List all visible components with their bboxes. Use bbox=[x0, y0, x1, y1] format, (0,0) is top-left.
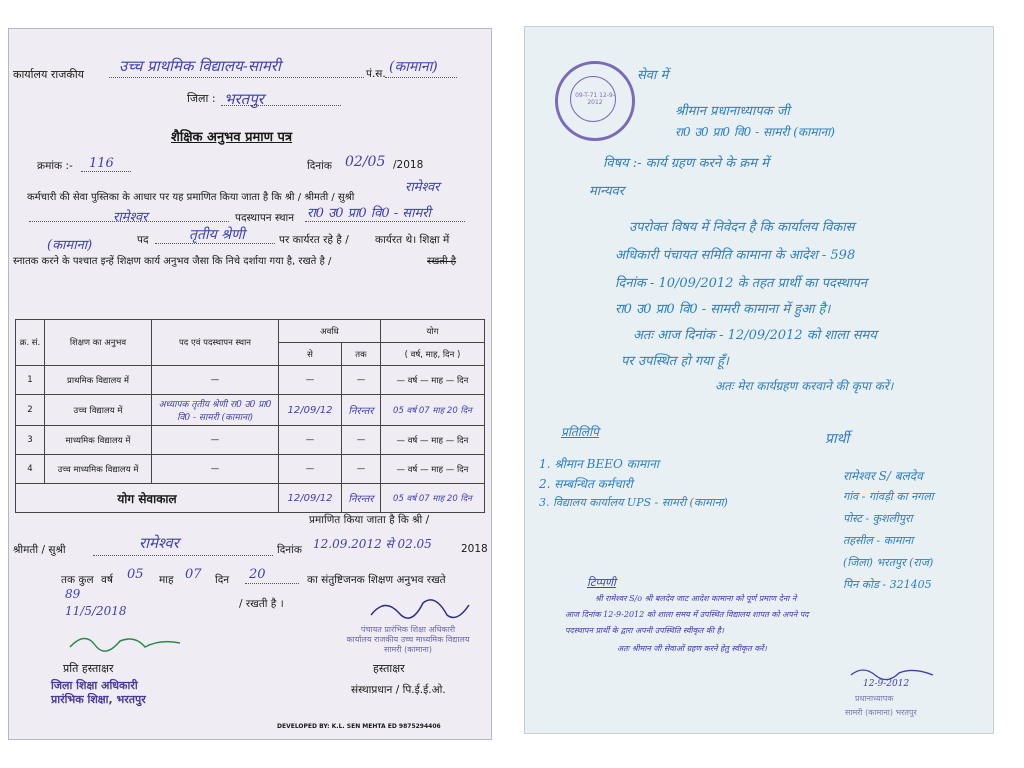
working-text: पर कार्यरत रहे है / bbox=[279, 234, 349, 246]
date-year: /2018 bbox=[393, 159, 424, 171]
certify-text: प्रमाणित किया जाता है कि श्री / bbox=[309, 514, 430, 526]
th-exp: शिक्षण का अनुभव bbox=[45, 320, 152, 366]
date2-label: दिनांक bbox=[277, 544, 302, 556]
school-name: उच्च प्राथमिक विद्यालय-सामरी bbox=[119, 57, 281, 75]
date2-year: 2018 bbox=[461, 543, 488, 555]
address-line: तहसील - कामाना bbox=[843, 534, 914, 547]
remark-line: अतः श्रीमान जी सेवाओं ग्रहण करने हेतु स्वीकृत करें। bbox=[617, 644, 767, 653]
th-total-sub: ( वर्ष, माह, दिन ) bbox=[380, 343, 484, 366]
table-row-total bbox=[16, 484, 485, 513]
yog-total: 05 वर्ष 07 माह 20 दिन bbox=[380, 484, 484, 513]
row-from: — bbox=[279, 426, 342, 455]
row-sn: 1 bbox=[16, 366, 45, 395]
row-total: — वर्ष — माह — दिन bbox=[380, 455, 484, 484]
body-line: रा0 उ0 प्रा0 वि0 - सामरी कामाना में हुआ है। bbox=[615, 302, 831, 317]
left-signature-1 bbox=[65, 629, 185, 655]
date2-value: 12.09.2012 से 02.05 bbox=[313, 537, 432, 551]
ps-value: (कामाना) bbox=[389, 59, 438, 75]
th-period: अवधि bbox=[279, 320, 381, 343]
table-row bbox=[16, 455, 485, 484]
experience-certificate bbox=[8, 28, 492, 740]
to-line-2: रा0 उ0 प्रा0 वि0 - सामरी (कामाना) bbox=[675, 125, 835, 139]
smt-value: रामेश्वर bbox=[139, 534, 179, 552]
row-from: — bbox=[279, 366, 342, 395]
para-2-strike: रखती है bbox=[427, 256, 457, 267]
row-type: उच्च माध्यमिक विद्यालय में bbox=[45, 455, 152, 484]
row-post: — bbox=[152, 455, 279, 484]
row-to: निरन्तर bbox=[341, 395, 380, 426]
sig-title: प्रधानाध्यापक bbox=[855, 694, 894, 703]
certificate-title: शैक्षिक अनुभव प्रमाण पत्र bbox=[171, 130, 293, 145]
stamp-text: 09-T-71 12-9-2012 bbox=[575, 92, 615, 106]
office-label: कार्यालय राजकीय bbox=[13, 68, 85, 81]
total-label: तक कुल bbox=[61, 574, 94, 586]
deo-stamp-line-2: प्रारंभिक शिक्षा, भरतपुर bbox=[51, 693, 146, 706]
remark-line: श्री रामेश्वर S/o श्री बलदेव जाट आदेश कामाना को पूर्ण प्रमाण देना ने bbox=[595, 594, 797, 603]
body-line: उपरोक्त विषय में निवेदन है कि कार्यालय विकास bbox=[629, 220, 855, 235]
krmank-label: क्रमांक :- bbox=[37, 160, 73, 172]
ps-label: पं.स. bbox=[366, 68, 386, 80]
row-to: — bbox=[341, 366, 380, 395]
list-item: 1. श्रीमान BEEO कामाना bbox=[539, 457, 659, 471]
mah-label: माह bbox=[159, 574, 174, 586]
row-from: 12/09/12 bbox=[279, 395, 342, 426]
manyavar: मान्यवर bbox=[589, 184, 625, 199]
th-from: से bbox=[279, 343, 342, 366]
yog-from: 12/09/12 bbox=[279, 484, 342, 513]
seva-me: सेवा में bbox=[637, 68, 669, 83]
row-sn: 2 bbox=[16, 395, 45, 426]
district-value: भरतपुर bbox=[224, 90, 264, 108]
peeo-stamp-line-3: सामरी (कामाना) bbox=[384, 645, 432, 654]
row-total: — वर्ष — माह — दिन bbox=[380, 366, 484, 395]
address-line: (जिला) भरतपुर (राज) bbox=[843, 556, 934, 569]
name-value: रामेश्वर bbox=[113, 210, 148, 225]
prati-label: प्रति हस्ताक्षर bbox=[63, 662, 114, 675]
mah-value: 07 bbox=[185, 567, 202, 582]
to-line-1: श्रीमान प्रधानाध्यापक जी bbox=[675, 104, 790, 119]
row-type: उच्च विद्यालय में bbox=[45, 395, 152, 426]
table-row bbox=[16, 395, 485, 426]
row-from: — bbox=[279, 455, 342, 484]
sig-date: 12-9-2012 bbox=[863, 679, 910, 689]
district-label: जिला : bbox=[187, 92, 216, 105]
round-stamp bbox=[555, 61, 635, 141]
varsh-value: 05 bbox=[127, 567, 144, 582]
place-value: रा0 उ0 प्रा0 वि0 - सामरी bbox=[307, 206, 431, 221]
date-label: दिनांक bbox=[307, 160, 332, 172]
row-post: अध्यापक तृतीय श्रेणी रा0 उ0 प्रा0 वि0 - सामरी (कामाना) bbox=[152, 395, 279, 426]
row-to: — bbox=[341, 426, 380, 455]
experience-table bbox=[15, 319, 485, 513]
para-1: कर्मचारी की सेवा पुस्तिका के आधार पर यह प्रमाणित किया जाता है कि श्री / श्रीमती / सुश्री bbox=[27, 192, 355, 203]
remark-label: टिप्पणी bbox=[587, 576, 616, 589]
list-item: 3. विद्यालय कार्यालय UPS - सामरी (कामाना) bbox=[539, 496, 728, 509]
body-line: अतः आज दिनांक - 12/09/2012 को शाला समय bbox=[633, 328, 877, 343]
footer-credit: DEVELOPED BY: K.L. SEN MEHTA ED 9875294406 bbox=[277, 723, 441, 730]
sanstha-label: संस्थाप्रधान / पि.ई.ई.ओ. bbox=[351, 684, 446, 696]
din-label: दिन bbox=[215, 574, 230, 586]
row-type: माध्यमिक विद्यालय में bbox=[45, 426, 152, 455]
body-line: अधिकारी पंचायत समिति कामाना के आदेश - 598 bbox=[615, 248, 856, 263]
row-total: 05 वर्ष 07 माह 20 दिन bbox=[380, 395, 484, 426]
th-post: पद एवं पदस्थापन स्थान bbox=[152, 320, 279, 366]
body-line: दिनांक - 10/09/2012 के तहत प्रार्थी का पदस्थापन bbox=[615, 276, 867, 291]
working-text-2: कार्यरत थे। शिक्षा में bbox=[375, 234, 450, 246]
post-value: तृतीय श्रेणी bbox=[189, 227, 245, 243]
para-2: स्नातक करने के पश्चात इन्हें शिक्षण कार्य अनुभव जैसा कि निचे दर्शाया गया है, रखते है / bbox=[13, 256, 332, 267]
peeo-stamp-line-2: कार्यालय राजकीय उच्च माध्यमिक विद्यालय bbox=[346, 635, 470, 644]
yog-label: योग सेवाकाल bbox=[16, 484, 279, 513]
remark-line: आज दिनांक 12-9-2012 को शाला समय में उपस्थित विद्यालय शापत को अपने पद bbox=[565, 610, 809, 619]
krmank-value: 116 bbox=[89, 156, 114, 171]
row-sn: 3 bbox=[16, 426, 45, 455]
peeo-stamp bbox=[333, 625, 483, 655]
hw-date: 11/5/2018 bbox=[65, 604, 127, 618]
deo-stamp bbox=[51, 679, 146, 707]
varsh-label: वर्ष bbox=[101, 574, 113, 586]
row-sn: 4 bbox=[16, 455, 45, 484]
name-top-right: रामेश्वर bbox=[405, 180, 440, 195]
row-total: — वर्ष — माह — दिन bbox=[380, 426, 484, 455]
post-label: पद bbox=[137, 234, 149, 246]
body-line: अतः मेरा कार्यग्रहण करवाने की कृपा करें। bbox=[715, 379, 894, 393]
address-line: गांव - गांवड़ी का नगला bbox=[843, 490, 934, 503]
kamana-note: (कामाना) bbox=[47, 238, 93, 253]
place-label: पदस्थापन स्थान bbox=[235, 212, 295, 224]
sig-school: सामरी (कामाना) भरतपुर bbox=[845, 708, 917, 717]
th-total: योग bbox=[380, 320, 484, 343]
date-value: 02/05 bbox=[345, 154, 386, 170]
vishay: विषय :- कार्य ग्रहण करने के क्रम में bbox=[603, 156, 769, 171]
total-suffix: का संतुष्टिजनक शिक्षण अनुभव रखते bbox=[307, 574, 446, 586]
address-line: पोस्ट - कुशलीपुरा bbox=[843, 512, 913, 525]
smt-label: श्रीमती / सुश्री bbox=[13, 544, 66, 556]
row-post: — bbox=[152, 426, 279, 455]
yog-to: निरन्तर bbox=[341, 484, 380, 513]
row-to: — bbox=[341, 455, 380, 484]
pratilipi: प्रतिलिपि bbox=[561, 425, 599, 439]
peeo-stamp-line-1: पंचायत प्रारंभिक शिक्षा अधिकारी bbox=[360, 625, 456, 634]
address-line: पिन कोड - 321405 bbox=[843, 578, 932, 591]
joining-letter bbox=[524, 26, 994, 734]
table-row bbox=[16, 366, 485, 395]
deo-stamp-line-1: जिला शिक्षा अधिकारी bbox=[51, 679, 138, 692]
th-sn: क्र. सं. bbox=[16, 320, 45, 366]
row-post: — bbox=[152, 366, 279, 395]
address-line: रामेश्वर S/ बलदेव bbox=[843, 469, 923, 483]
row-type: प्राथमिक विद्यालय में bbox=[45, 366, 152, 395]
remark-line: पदस्थापन प्रार्थी के द्वारा अपनी उपस्थिति स्वीकृत की है। bbox=[565, 626, 724, 635]
prarthi: प्रार्थी bbox=[825, 431, 850, 447]
rakhti-text: / रखती है । bbox=[239, 598, 284, 610]
th-to: तक bbox=[341, 343, 380, 366]
table-row bbox=[16, 426, 485, 455]
hastakshar-label: हस्ताक्षर bbox=[373, 662, 405, 675]
din-value: 20 bbox=[249, 567, 266, 582]
hw-number: 89 bbox=[65, 587, 81, 601]
body-line: पर उपस्थित हो गया हूँ। bbox=[621, 354, 729, 369]
list-item: 2. सम्बन्धित कर्मचारी bbox=[539, 477, 633, 491]
